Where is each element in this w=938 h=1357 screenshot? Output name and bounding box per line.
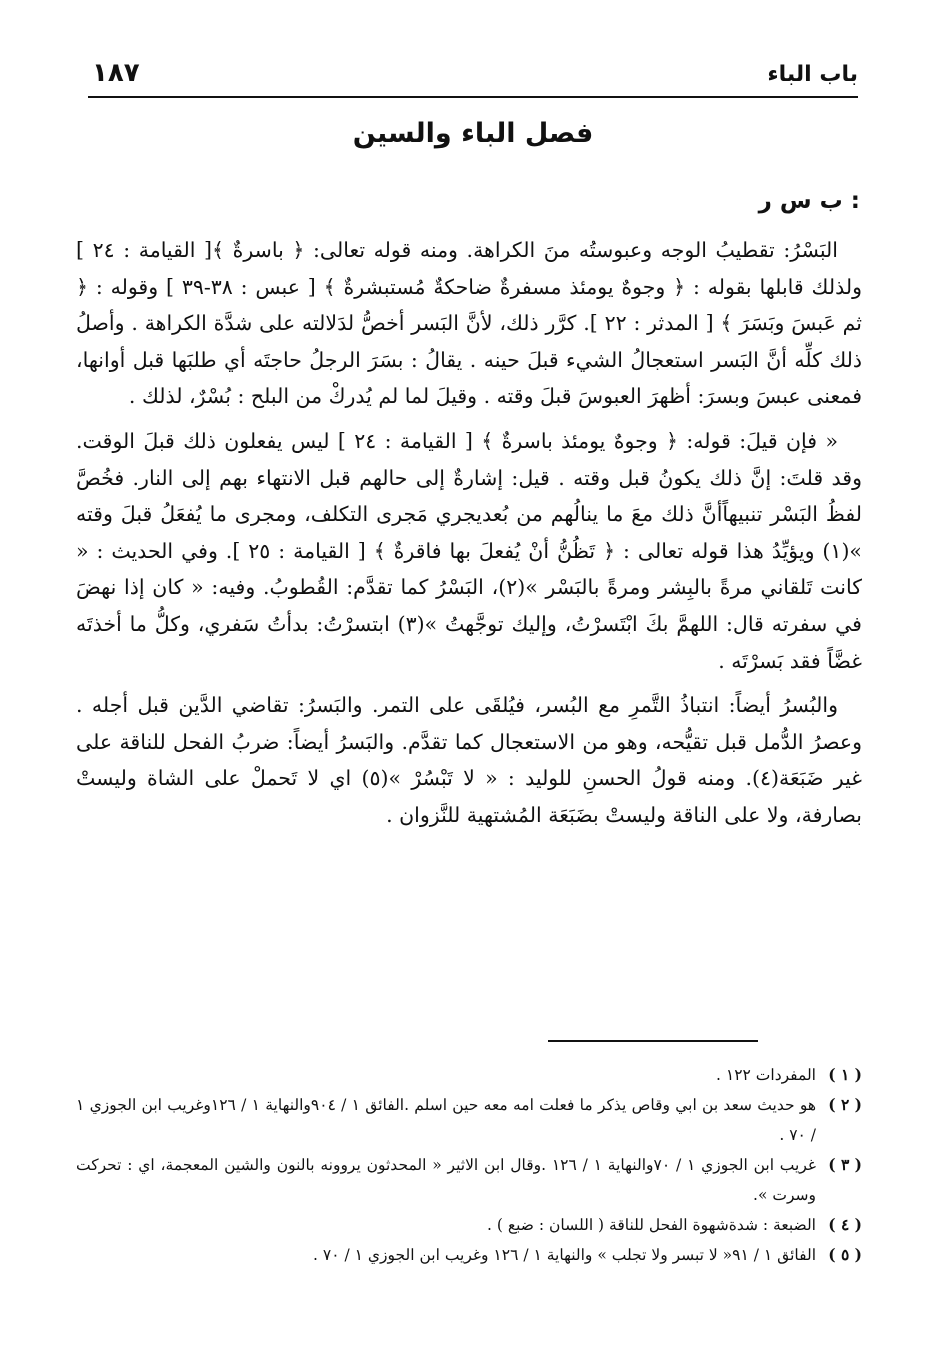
footnote xyxy=(76,1090,862,1150)
page-number: ١٨٧ xyxy=(92,58,140,88)
footnotes xyxy=(76,1060,862,1270)
footnote-text: هو حديث سعد بن ابي وقاص يذكر ما فعلت امه معه حين اسلم .الفائق ١ / ٩٠٤والنهاية ١ / ١٢٦وغريب ابن الجوزي ١ / ٧٠ . xyxy=(76,1096,816,1144)
paragraph: البَسْرُ: تقطيبُ الوجه وعبوستُه منَ الكراهة. ومنه قوله تعالى: ﴿ باسرةٌ ﴾[ القيامة : ٢٤ ] ولذلك قابلها بقوله : ﴿ وجوهٌ يومئذ مسفرةٌ ضاحكةٌ مُستبشرةٌ ﴾ [ عبس : ٣٨-٣٩ ] وقوله : ﴿ ثم عَبسَ وبَسَرَ ﴾ [ المدثر : ٢٢ ]. كرَّر ذلك، لأنَّ البَسر أخصُّ لدَلالته على شدَّة الكراهة . وأصلُ ذلك كلِّه أنَّ البَسر استعجالُ الشيء قبلَ حينه . يقالُ : بسَرَ الرجلُ حاجتَه أي طلبَها قبل أوانها، فمعنى عبسَ وبسرَ: أظهرَ العبوسَ قبلَ وقته . وقيلَ لما لم يُدركْ من البلح : بُسْرٌ، لذلك . xyxy=(76,238,862,409)
running-head: باب الباء xyxy=(767,62,858,87)
footnote-number: ( ٣ ) xyxy=(828,1155,862,1174)
footnote-text: الفائق ١ / ٩١« لا تبسر ولا تجلب » والنهاية ١ / ١٢٦ وغريب ابن الجوزي ١ / ٧٠ . xyxy=(313,1246,816,1264)
footnote-number: ( ٥ ) xyxy=(828,1245,862,1264)
footnote-text: الضبعة : شدةشهوة الفحل للناقة ( اللسان : ضبع ) . xyxy=(487,1216,816,1234)
footnote xyxy=(76,1060,862,1090)
body-text xyxy=(76,232,862,842)
paragraph: والبُسرُ أيضاً: انتباذُ التَّمرِ مع البُسر، فيُلقَى على التمر. والبَسرُ: تقاضي الدَّين قبل أجله . وعصرُ الدُّمل قبل تقيُّحه، وهو من الاستعجال كما تقدَّم. والبَسرُ أيضاً: ضربُ الفحل للناقة على غير ضَبَعَة(٤). ومنه قولُ الحسنِ للوليد : « لا تَبْسُرْ »(٥) اي لا تَحملْ على الشاة وليستْ بصارفة، ولا على الناقة وليستْ بضَبَعَة المُشتهية للنَّزوان . xyxy=(76,693,862,827)
footnote xyxy=(76,1240,862,1270)
footnote-number: ( ١ ) xyxy=(828,1065,862,1084)
page-header xyxy=(88,52,858,98)
section-title: فصل الباء والسين xyxy=(352,118,594,149)
footnote-text: المفردات ١٢٢ . xyxy=(716,1066,816,1084)
footnote xyxy=(76,1150,862,1210)
footnote-separator xyxy=(548,1040,758,1042)
root-label: ب س ر : xyxy=(758,188,860,214)
paragraph: « فإن قيلَ: قوله: ﴿ وجوهٌ يومئذ باسرةٌ ﴾ [ القيامة : ٢٤ ] ليس يفعلون ذلك قبلَ الوقت. وقد قلتَ: إنَّ ذلك يكونُ قبل وقته . قيل: إشارةٌ إلى حالهم قبل الانتهاء بهم إلى النار. فخُصَّ لفظُ البَسْر تنبيهاًأنَّ ذلك معَ ما ينالُهم من بُعديجري مَجرى التكلف، ومجرى ما يُفعَلُ قبلَ وقته »(١) ويؤيِّدُ هذا قوله تعالى : ﴿ تَظُنُّ أنْ يُفعلَ بها فاقرةٌ ﴾ [ القيامة : ٢٥ ]. وفي الحديث : « كانت تَلقاني مرةً بالبِشر ومرةً بالبَسْر »(٢)، البَسْرُ كما تقدَّم: القُطوبُ. وفيه: « كان إذا نهضَ في سفرته قال: اللهمَّ بكَ ابْتَسرْتُ، وإليك توجَّهتُ »(٣) ابتسرْتُ: بدأتُ سَفري، وكلُّ ما أخذتَه غضَّاً فقد بَسرْتَه . xyxy=(76,428,862,673)
footnote-number: ( ٤ ) xyxy=(828,1215,862,1234)
footnote xyxy=(76,1210,862,1240)
footnote-text: غريب ابن الجوزي ١ / ٧٠والنهاية ١ / ١٢٦ .وقال ابن الاثير « المحدثون يروونه بالنون والشين المعجمة، اي : تحركت وسرت ». xyxy=(76,1156,816,1204)
footnote-number: ( ٢ ) xyxy=(828,1095,862,1114)
